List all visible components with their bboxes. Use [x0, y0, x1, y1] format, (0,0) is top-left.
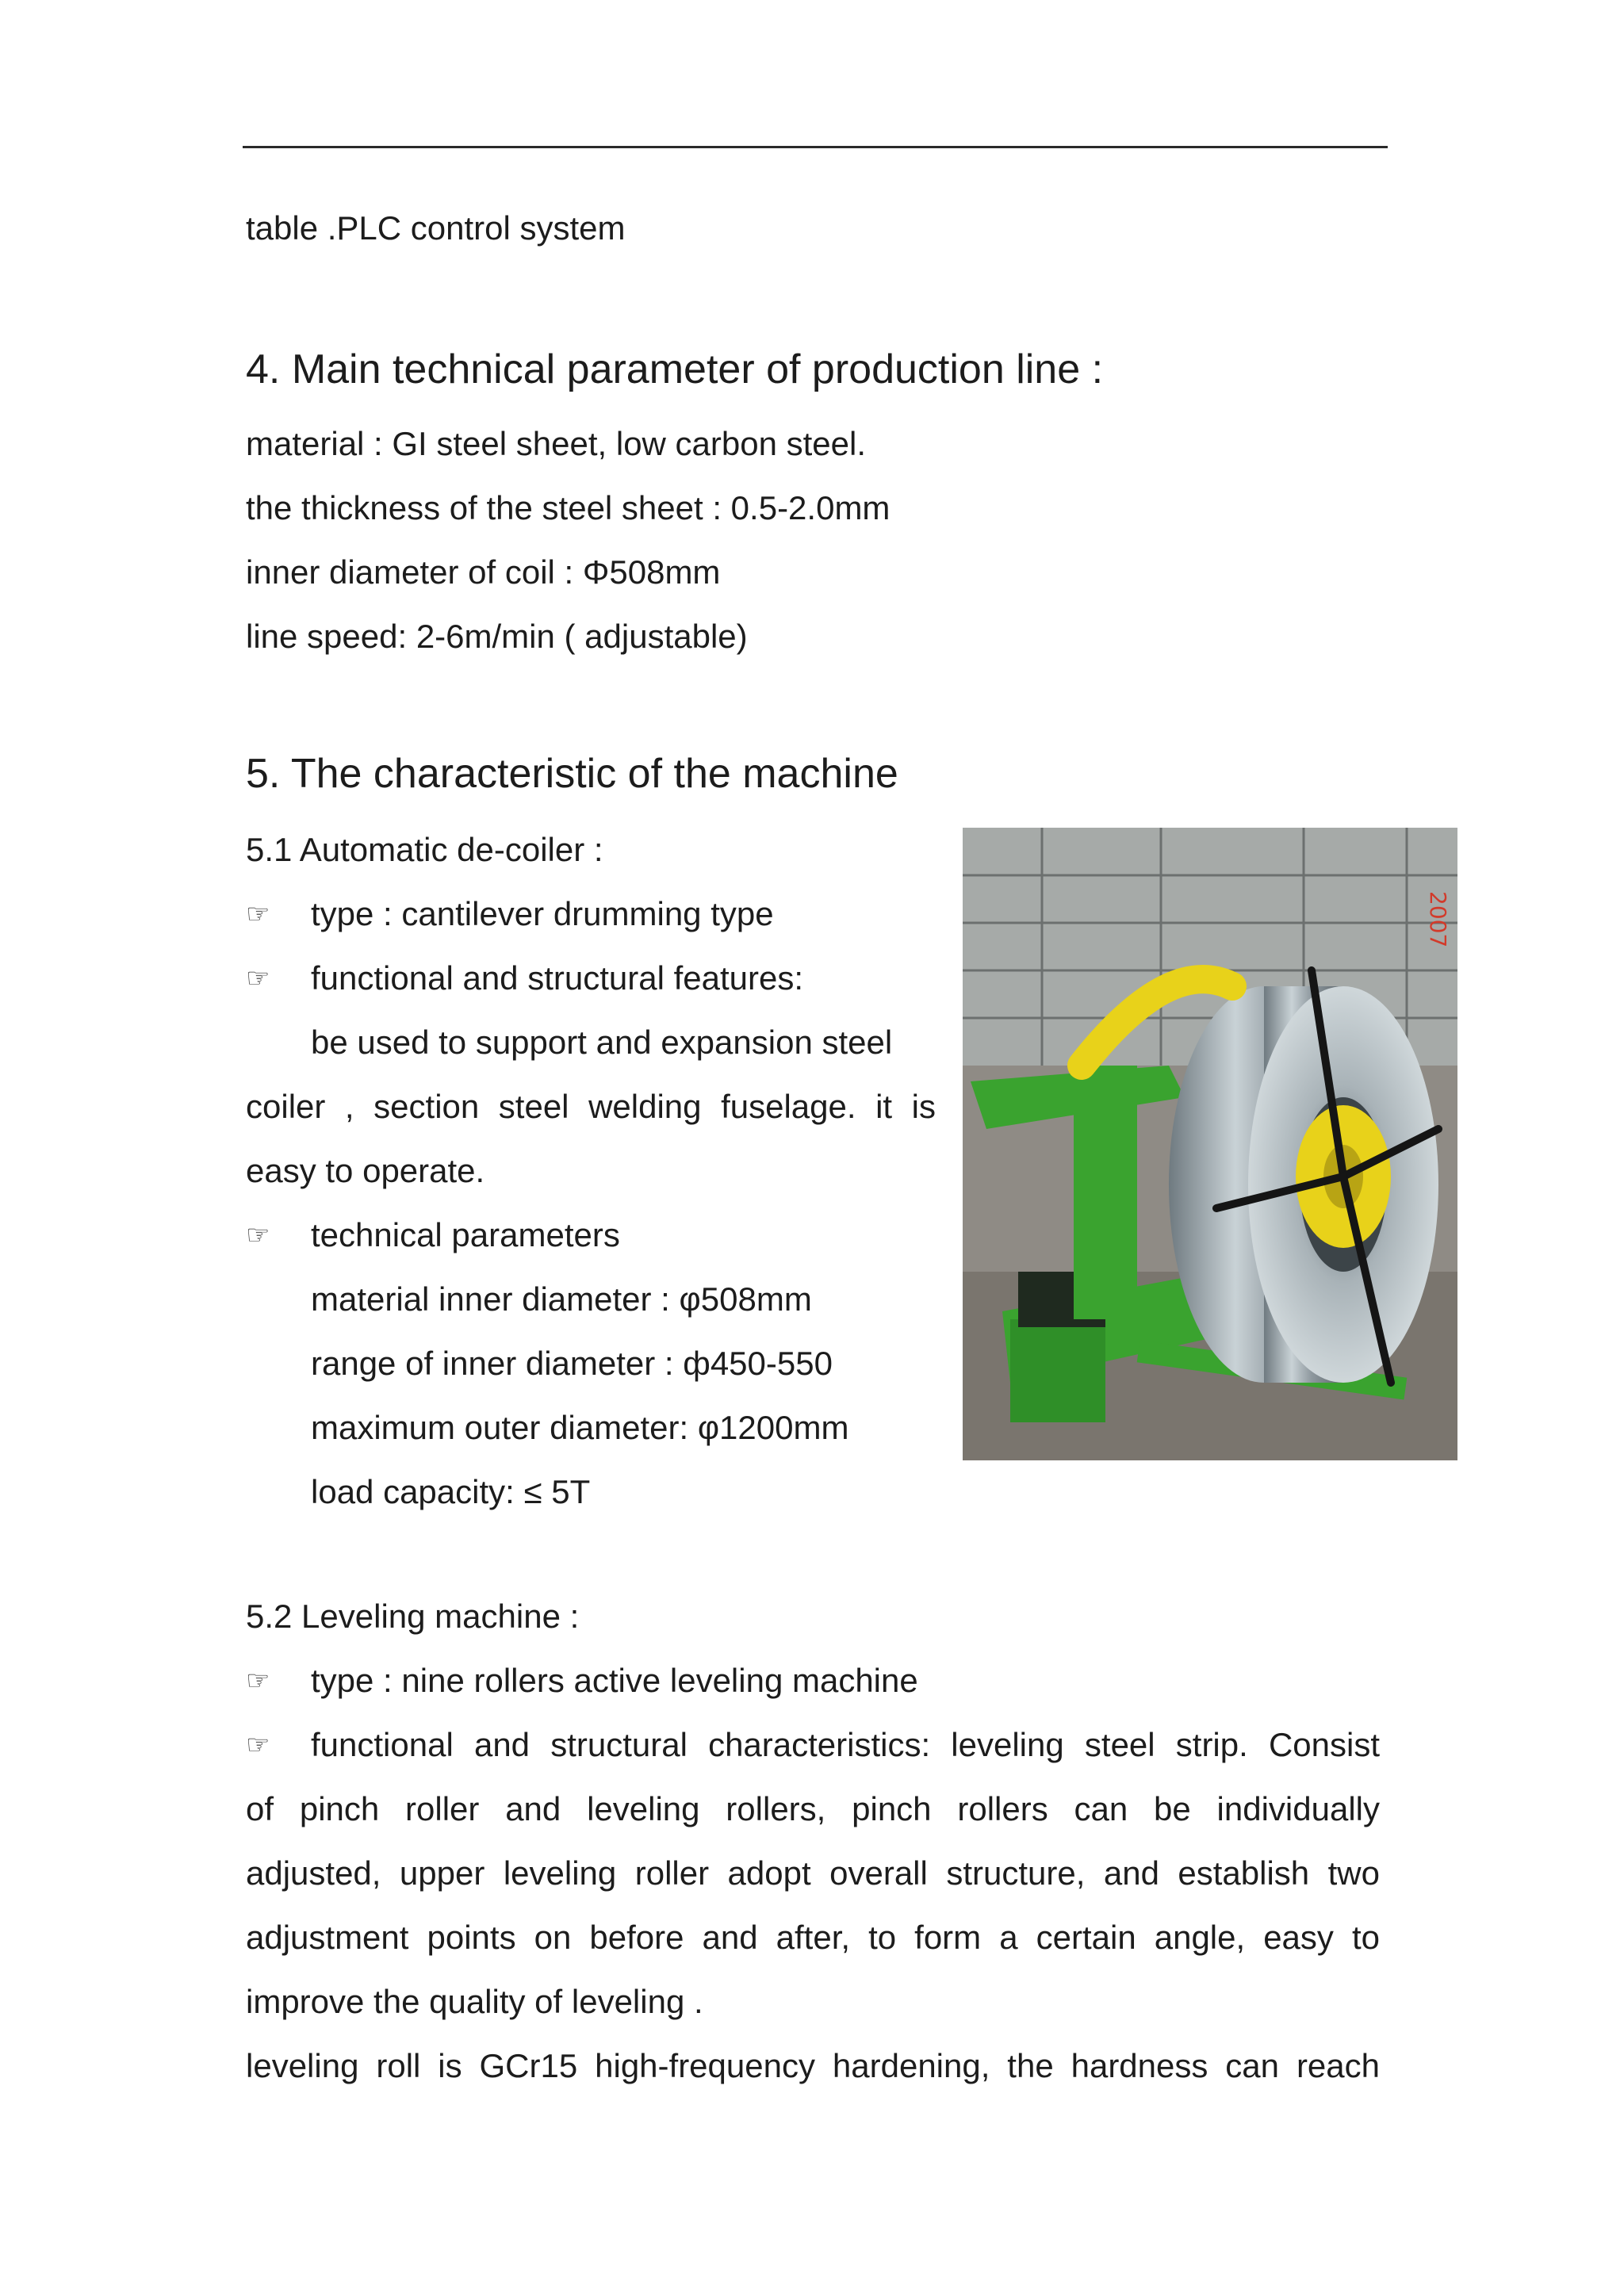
spec-line-speed: line speed: 2-6m/min ( adjustable): [246, 618, 748, 655]
leveler-para-line-4: adjustment points on before and after, to form a certain angle, easy to: [246, 1919, 1380, 1956]
leveler-para-line-1: functional and structural characteristics: leveling steel strip. Consist: [311, 1726, 1380, 1763]
pointing-hand-icon: ☞: [246, 1220, 270, 1250]
decoiler-type: type : cantilever drumming type: [311, 895, 774, 932]
decoiler-features-text-3: easy to operate.: [246, 1152, 485, 1189]
leveler-type: type : nine rollers active leveling machine: [311, 1662, 918, 1699]
section-5-1-heading: 5.1 Automatic de-coiler :: [246, 831, 603, 868]
decoiler-photo: [963, 828, 1457, 1460]
pointing-hand-icon: ☞: [246, 963, 270, 993]
param-range: range of inner diameter : ф450-550: [311, 1345, 833, 1382]
pointing-hand-icon: ☞: [246, 899, 270, 929]
decoiler-features-text-2: coiler , section steel welding fuselage. it is: [246, 1088, 936, 1125]
decoiler-features-label: functional and structural features:: [311, 959, 804, 997]
param-load-capacity: load capacity: ≤ 5T: [311, 1473, 591, 1510]
leveler-para-line-2: of pinch roller and leveling rollers, pinch rollers can be individually: [246, 1790, 1380, 1827]
decoiler-features-text-1: be used to support and expansion steel: [311, 1024, 893, 1061]
spec-material: material : GI steel sheet, low carbon steel.: [246, 425, 867, 462]
section-4-heading: 4. Main technical parameter of production line :: [246, 346, 1104, 392]
section-5-heading: 5. The characteristic of the machine: [246, 751, 898, 797]
leveler-para-line-6: leveling roll is GCr15 high-frequency hardening, the hardness can reach: [246, 2047, 1380, 2084]
pointing-hand-icon: ☞: [246, 1730, 270, 1760]
intro-line: table .PLC control system: [246, 209, 626, 247]
header-rule: [243, 146, 1388, 148]
leveler-para-line-3: adjusted, upper leveling roller adopt overall structure, and establish two: [246, 1854, 1380, 1892]
decoiler-params-label: technical parameters: [311, 1216, 620, 1253]
param-outer-diameter: maximum outer diameter: φ1200mm: [311, 1409, 849, 1446]
leveler-para-line-5: improve the quality of leveling .: [246, 1983, 703, 2020]
spec-thickness: the thickness of the steel sheet : 0.5-2.0mm: [246, 489, 891, 526]
spec-inner-diameter: inner diameter of coil : Φ508mm: [246, 553, 721, 591]
section-5-2-heading: 5.2 Leveling machine :: [246, 1598, 580, 1635]
param-inner-diameter: material inner diameter : φ508mm: [311, 1280, 812, 1318]
photo-date-stamp: 2007: [1425, 891, 1451, 948]
pointing-hand-icon: ☞: [246, 1666, 270, 1696]
